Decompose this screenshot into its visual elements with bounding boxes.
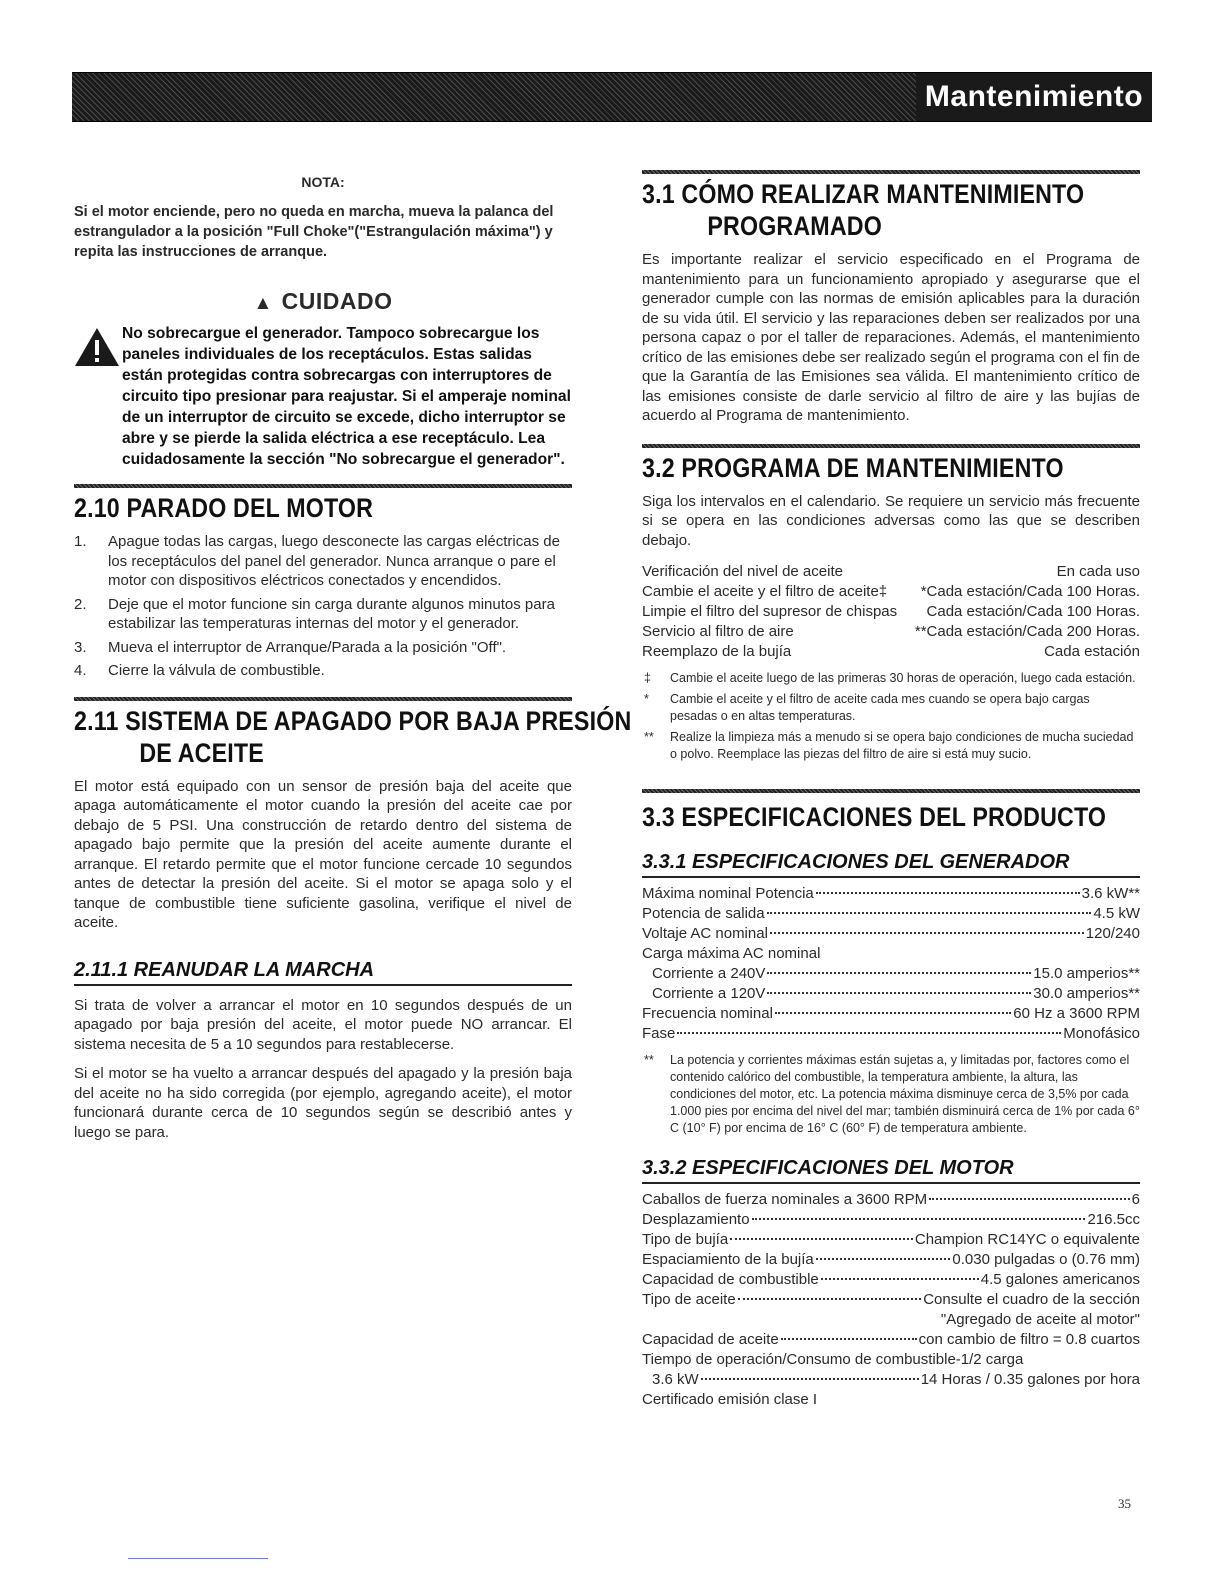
- spec-row: Espaciamiento de la bujía 0.030 pulgadas o (0.76 mm): [642, 1251, 1140, 1268]
- section-divider: [642, 170, 1140, 174]
- generator-specs: [642, 884, 1140, 1044]
- spec-row: Caballos de fuerza nominales a 3600 RPM 6: [642, 1191, 1140, 1208]
- restart-paragraph-1: Si trata de volver a arrancar el motor en 10 segundos después de un apagado por baja presión del aceite, el motor puede NO arrancar. El sistema necesita de 5 a 10 segundos para restablecerse.: [74, 996, 572, 1053]
- footnote: ** Realize la limpieza más a menudo si se opera bajo condiciones de mucha suciedad o polvo. Reemplace las piezas del filtro de aire si está muy sucio.: [644, 730, 1134, 761]
- schedule-row: Cambie el aceite y el filtro de aceite‡ *Cada estación/Cada 100 Horas.: [642, 583, 1140, 600]
- spec-row: Potencia de salida 4.5 kW: [642, 905, 1140, 922]
- footnote: ‡ Cambie el aceite luego de las primeras 30 horas de operación, luego cada estación.: [644, 671, 1136, 685]
- spec-row: Corriente a 240V 15.0 amperios**: [652, 965, 1140, 982]
- section-divider: [74, 484, 572, 488]
- section-banner: [72, 72, 1152, 122]
- heading-2-11-1: 2.11.1 REANUDAR LA MARCHA: [74, 959, 572, 986]
- bottom-line: [128, 1558, 268, 1559]
- spec-row: Carga máxima AC nominal: [642, 945, 821, 962]
- stop-steps-list: [74, 532, 572, 681]
- list-item: 1. Apague todas las cargas, luego desconecte las cargas eléctricas de los receptáculos del panel del generador. Nunca arranque o pare el motor con dispositivos eléctricos conectados y encendidos.: [74, 533, 560, 589]
- caution-text: No sobrecargue el generador. Tampoco sobrecargue los paneles individuales de los receptáculos. Estas salidas están protegidas contra sobrecargas con interruptores de circuito tipo presionar para reajustar. Si el amperaje nominal de un interruptor de circuito se excede, dicho interruptor se abre y se pierde la salida eléctrica a ese receptáculo. Lea cuidadosamente la sección "No sobrecargue el generador".: [122, 325, 571, 468]
- low-oil-paragraph: El motor está equipado con un sensor de presión baja del aceite que apaga automáticamente el motor cuando la presión del aceite cae por debajo de 5 PSI. Una construcción de retardo dentro del sistema de apagado bajo permite que la presión del aceite aumente durante el arranque. El retardo permite que el motor funcione cercade 10 segundos antes de detectar la presión del aceite. Si el motor se apaga solo y el tanque de combustible tiene suficiente gasolina, verifique el nivel de aceite.: [74, 777, 572, 931]
- note-title: NOTA:: [301, 174, 345, 190]
- schedule-row: Servicio al filtro de aire **Cada estación/Cada 200 Horas.: [642, 623, 1140, 640]
- restart-paragraph-2: Si el motor se ha vuelto a arrancar después del apagado y la presión baja del aceite no ha sido corregida (por ejemplo, agregando aceite), el motor funcionará durante cerca de 10 segundos según se describió antes y luego se para.: [74, 1065, 572, 1141]
- page-number: 35: [1118, 1496, 1131, 1511]
- heading-3-2: 3.2 PROGRAMA DE MANTENIMIENTO: [642, 452, 1064, 483]
- emission-certificate: Certificado emisión clase I: [642, 1391, 818, 1408]
- schedule-row: Reemplazo de la bujía Cada estación: [642, 643, 1140, 660]
- spec-row: Tiempo de operación/Consumo de combustible-1/2 carga: [642, 1351, 1024, 1368]
- heading-2-10: 2.10 PARADO DEL MOTOR: [74, 493, 374, 523]
- section-divider: [642, 444, 1140, 448]
- maintenance-schedule: [642, 562, 1140, 662]
- caution-title: CUIDADO: [281, 288, 393, 314]
- caution-heading: [74, 288, 572, 315]
- schedule-row: Limpie el filtro del supresor de chispas Cada estación/Cada 100 Horas.: [642, 603, 1140, 620]
- heading-3-3: 3.3 ESPECIFICACIONES DEL PRODUCTO: [642, 802, 1107, 832]
- warning-icon: ▲: [253, 293, 273, 314]
- heading-3-3-1: 3.3.1 ESPECIFICACIONES DEL GENERADOR: [642, 851, 1140, 878]
- list-item: 4. Cierre la válvula de combustible.: [74, 662, 325, 679]
- spec-row: Tipo de bujía Champion RC14YC o equivalente: [642, 1231, 1140, 1248]
- schedule-row: Verificación del nivel de aceite En cada uso: [642, 563, 1140, 580]
- section-divider: [74, 697, 572, 701]
- schedule-intro: Siga los intervalos en el calendario. Se requiere un servicio más frecuente si se opera en las condiciones adversas como las que se describen debajo.: [642, 492, 1140, 549]
- spec-row: Voltaje AC nominal 120/240: [642, 925, 1140, 942]
- spec-row: Frecuencia nominal 60 Hz a 3600 RPM: [642, 1005, 1140, 1022]
- spec-row: Máxima nominal Potencia 3.6 kW**: [642, 885, 1140, 902]
- note-text: Si el motor enciende, pero no queda en marcha, mueva la palanca del estrangulador a la posición "Full Choke"("Estrangulación máxima") y repita las instrucciones de arranque.: [74, 204, 554, 260]
- spec-row: Corriente a 120V 30.0 amperios**: [652, 985, 1140, 1002]
- spec-row: Tipo de aceite Consulte el cuadro de la sección: [642, 1291, 1140, 1308]
- spec-continuation: "Agregado de aceite al motor": [940, 1311, 1140, 1328]
- spec-row: Capacidad de aceite con cambio de filtro = 0.8 cuartos: [642, 1331, 1140, 1348]
- heading-3-3-2: 3.3.2 ESPECIFICACIONES DEL MOTOR: [642, 1157, 1140, 1184]
- list-item: 2. Deje que el motor funcione sin carga durante algunos minutos para estabilizar las temperaturas internas del motor y el generador.: [74, 595, 555, 632]
- section-divider: [642, 789, 1140, 793]
- generator-footnote: ** La potencia y corrientes máximas están sujetas a, y limitadas por, factores como el contenido calórico del combustible, la temperatura ambiente, la altura, las condiciones del motor, etc. La potencia máxima disminuye cerca de 3,5% por cada 1.000 pies por encima del nivel del mar; también disminuirá cerca de 1% por cada 6° C (10° F) por encima de 16° C (60° F) de temperatura ambiente.: [644, 1053, 1140, 1135]
- motor-specs: [642, 1190, 1140, 1410]
- spec-row: Fase Monofásico: [642, 1025, 1140, 1042]
- spec-row: Capacidad de combustible 4.5 galones americanos: [642, 1271, 1140, 1288]
- heading-2-11: 2.11 SISTEMA DE APAGADO POR BAJA PRESIÓN DE ACEITE: [74, 705, 632, 768]
- right-column: [642, 170, 1140, 1410]
- schedule-footnotes: [642, 670, 1140, 763]
- footnote: * Cambie el aceite y el filtro de aceite cada mes cuando se opera bajo cargas pesadas o en altas temperaturas.: [644, 692, 1090, 723]
- caution-box: [74, 323, 572, 470]
- heading-3-1: 3.1 CÓMO REALIZAR MANTENIMIENTO PROGRAMADO: [642, 179, 1085, 241]
- list-item: 3. Mueva el interruptor de Arranque/Parada a la posición "Off".: [74, 638, 507, 656]
- spec-row: Desplazamiento 216.5cc: [642, 1211, 1140, 1228]
- scheduled-maintenance-paragraph: Es importante realizar el servicio especificado en el Programa de mantenimiento para un funcionamiento apropiado y asegurarse que el generador cumple con las normas de emisión aplicables para la duración de su vida útil. El servicio y las reparaciones deben ser realizados por una persona capaz o por el taller de reparaciones. Además, el mantenimiento crítico de las emisiones debe ser realizado según el programa con el fin de que la Garantía de las Emisiones sea válida. El mantenimiento crítico de las emisiones consiste de darle servicio al filtro de aire y las bujías de acuerdo al Programa de mantenimiento.: [642, 251, 1140, 424]
- left-column: [74, 170, 632, 1142]
- spec-row: 3.6 kW 14 Horas / 0.35 galones por hora: [652, 1371, 1140, 1388]
- warning-triangle-icon: [74, 327, 120, 367]
- section-title: Mantenimiento: [916, 73, 1152, 121]
